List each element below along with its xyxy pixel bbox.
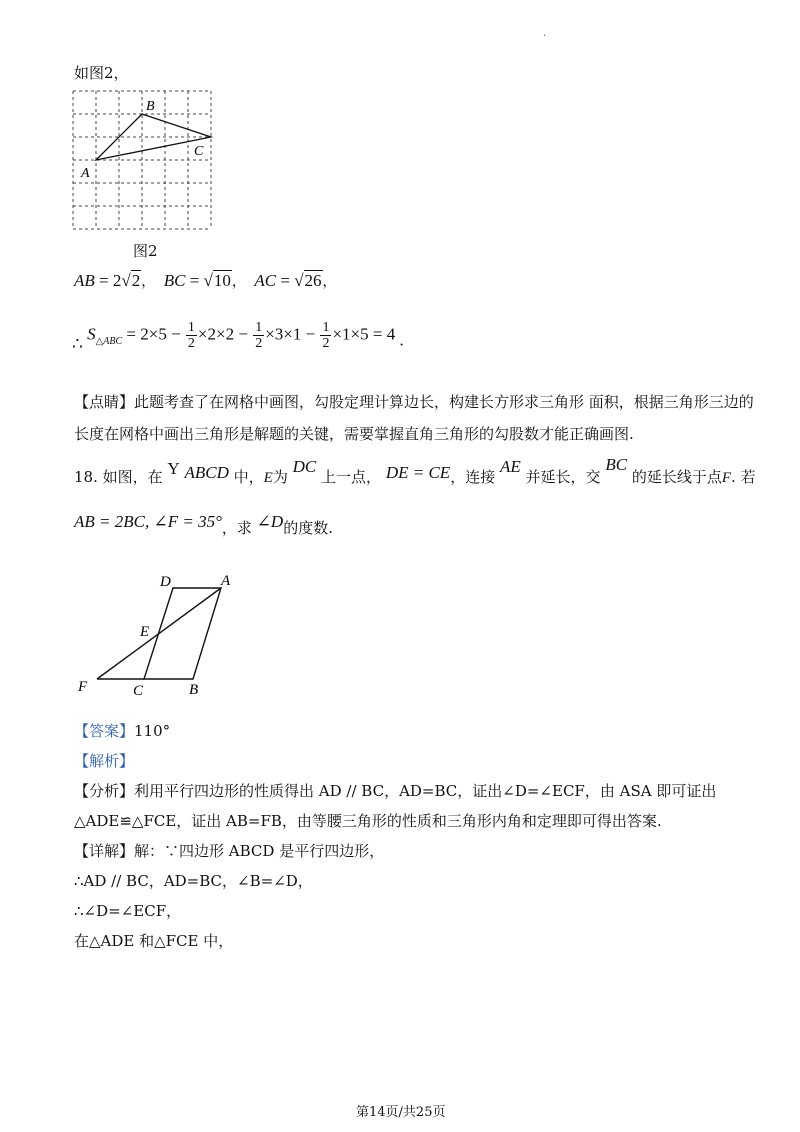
intro-text: 如图2，	[74, 64, 129, 82]
q18-t6: 的延长线于点	[631, 468, 722, 486]
figure-18-parallelogram	[70, 568, 250, 703]
q18-e: E	[263, 470, 273, 486]
sep-2: ，	[231, 275, 246, 290]
area-end: .	[399, 330, 404, 350]
label-b: B	[146, 99, 155, 114]
q18-t8: ，求	[221, 519, 252, 537]
analysis-tag: 【解析】	[74, 752, 135, 770]
lengths-line: AB = 2√2， BC = √10， AC = √26，	[74, 271, 337, 290]
q18-ae: AE	[499, 457, 521, 476]
parallelogram-symbol: Y	[167, 459, 180, 478]
label-a: A	[221, 573, 231, 589]
comment-line-1	[74, 391, 754, 412]
fenxi-line-2: △ADE≌△FCE，证出 AB=FB，由等腰三角形的性质和三角形内角和定理即可得出答案.	[74, 812, 662, 830]
label-b: B	[189, 682, 199, 698]
sep-3: ，	[322, 275, 337, 290]
q18-t2: 为	[272, 468, 288, 486]
q18-number: 18. 如图，在	[74, 468, 163, 486]
ac-label: AC	[254, 271, 277, 290]
detail-line-4: 在△ADE 和△FCE 中，	[74, 932, 234, 950]
detail-line-3: ∴∠D=∠ECF，	[74, 902, 182, 920]
comment-tag: 【点睛】	[74, 393, 135, 411]
fraction-2: $\frac{1}{2}$	[255, 320, 263, 351]
area-part-1: = 2×5 −	[126, 324, 181, 344]
comment-text-1: 此题考查了在网格中画图，勾股定理计算边长，构建长方形求三角形 面积，根据三角形三边的	[134, 393, 754, 411]
label-d: D	[160, 574, 171, 590]
q18-condition: AB = 2BC, ∠F = 35°	[74, 512, 222, 531]
therefore-symbol: ∴	[72, 334, 83, 354]
fenxi-line-1	[74, 780, 716, 801]
detail-tag: 【详解】	[74, 842, 135, 860]
q18-t5: 并延长，交	[525, 468, 601, 486]
ac-radicand: 26	[304, 271, 322, 290]
question-18-line-2	[74, 512, 333, 538]
q18-bc: BC	[605, 455, 628, 474]
area-formula	[72, 320, 404, 354]
area-part-3: ×3×1 −	[265, 324, 316, 344]
comment-line-2: 长度在网格中画出三角形是解题的关键，需要掌握直角三角形的勾股数才能正确画图.	[74, 425, 634, 443]
page-footer: 第14页/共25页	[356, 1105, 446, 1120]
q18-abcd: ABCD	[184, 463, 229, 482]
q18-t9: 的度数.	[283, 519, 333, 537]
fenxi-tag: 【分析】	[74, 782, 135, 800]
parallelogram-abcd	[144, 588, 221, 679]
q18-de-ce: DE = CE	[385, 463, 451, 482]
label-a: A	[81, 166, 90, 181]
grid-lines	[73, 91, 211, 229]
area-s: S	[87, 324, 96, 344]
sep-1: ，	[141, 275, 156, 290]
figure-2-grid	[70, 86, 230, 236]
figure-2-caption: 图2	[133, 242, 158, 260]
q18-f: F	[721, 470, 732, 486]
ab-coef: 2	[112, 271, 122, 290]
area-part-4: ×1×5 = 4	[332, 324, 396, 344]
label-c: C	[133, 683, 144, 699]
question-18-line-1	[74, 455, 756, 487]
q18-t7: . 若	[731, 468, 756, 486]
fraction-3: $\frac{1}{2}$	[322, 320, 330, 351]
q18-angle-d: ∠D	[256, 512, 284, 531]
q18-t4: ，连接	[450, 468, 496, 486]
q18-dc: DC	[292, 457, 317, 476]
ab-radicand: 2	[131, 271, 141, 290]
detail-line-2: ∴AD // BC，AD=BC，∠B=∠D，	[74, 872, 313, 890]
area-part-2: ×2×2 −	[197, 324, 248, 344]
label-f: F	[78, 679, 88, 695]
answer-value: 110°	[134, 722, 171, 740]
q18-t3: 上一点，	[321, 468, 382, 486]
answer-line	[74, 720, 170, 741]
fenxi-text-1: 利用平行四边形的性质得出 AD // BC，AD=BC，证出∠D=∠ECF，由 ASA 即可证出	[134, 782, 717, 800]
bc-label: BC	[163, 271, 186, 290]
label-e: E	[140, 624, 150, 640]
area-subscript: △ABC	[95, 335, 123, 347]
detail-line-1	[74, 840, 384, 861]
q18-t1: 中，	[233, 468, 264, 486]
detail-text-1: 解：∵四边形 ABCD 是平行四边形，	[134, 842, 385, 860]
header-dot: .	[543, 28, 547, 39]
label-c: C	[194, 144, 204, 159]
answer-tag: 【答案】	[74, 722, 135, 740]
segment-af	[97, 588, 221, 679]
fraction-1: $\frac{1}{2}$	[187, 320, 195, 351]
bc-radicand: 10	[213, 271, 231, 290]
ab-label: AB	[74, 271, 95, 290]
